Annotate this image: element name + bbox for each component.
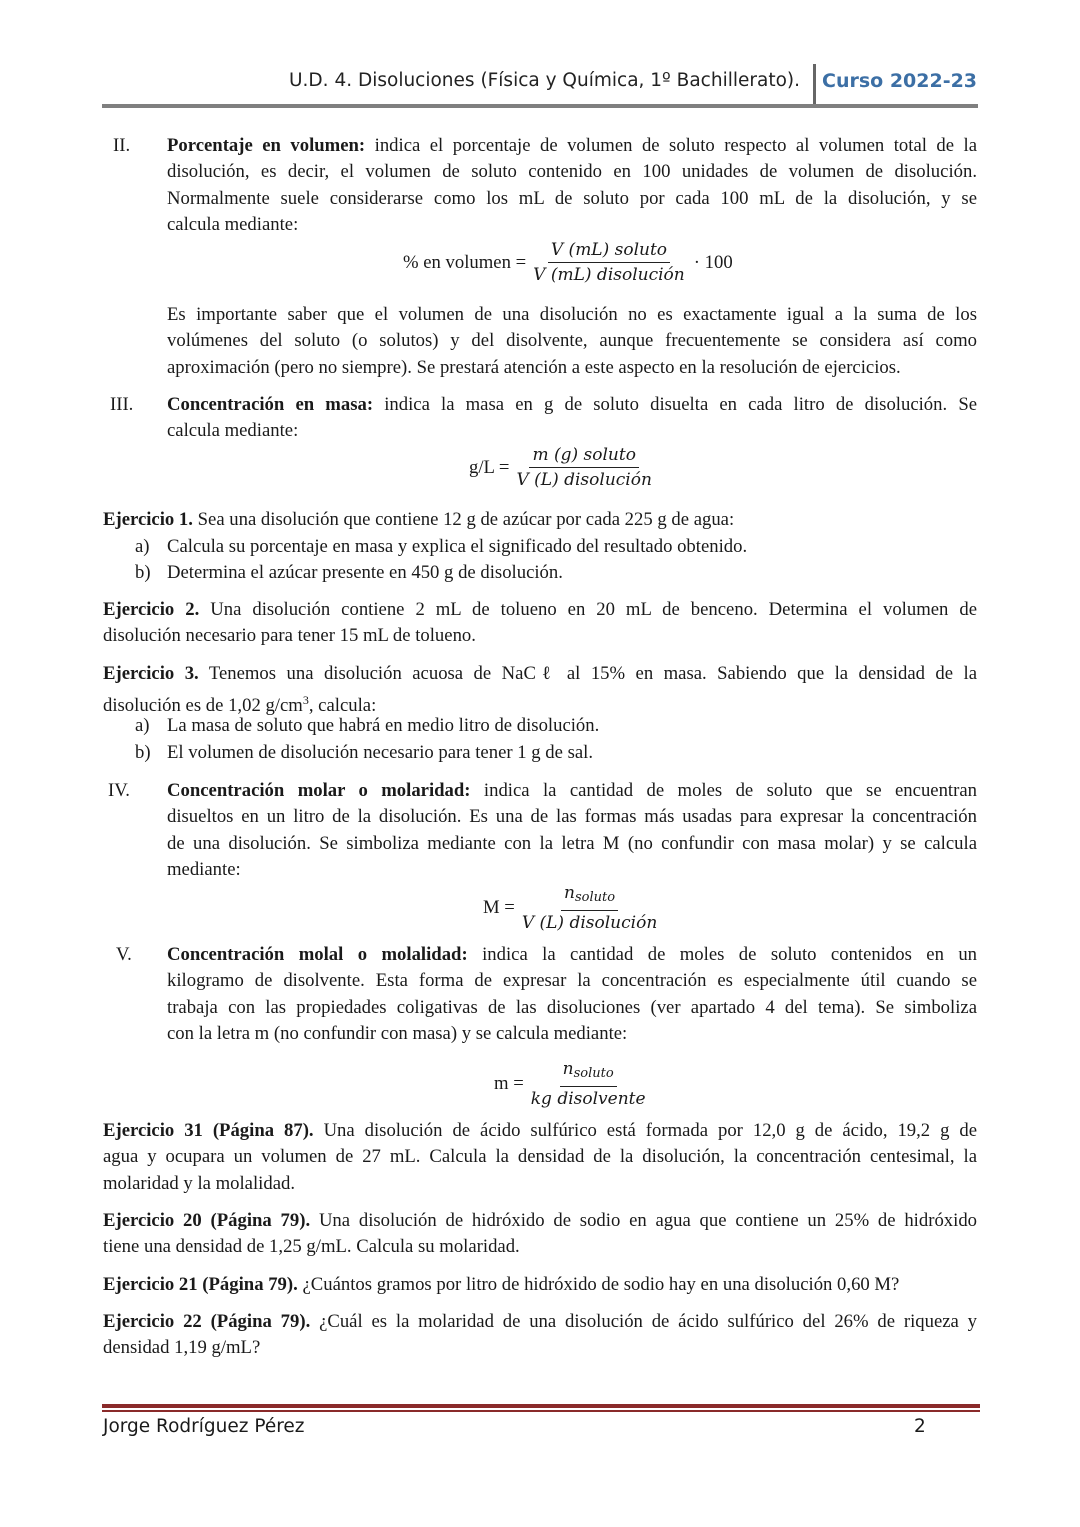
exercise-1: Ejercicio 1. Sea una disolución que contiene 12 g de azúcar por cada 225 g de agua: [103,509,735,530]
exercise-2-label: Ejercicio 2. [103,599,200,620]
section-iii-number: III. [110,394,134,415]
exercise-1-a-label: a) [135,536,150,557]
exercise-22: Ejercicio 22 (Página 79). ¿Cuál es la molaridad de una disolución de ácido sulfúrico del 26% de riqueza y densidad 1,19 g/mL? [103,1311,978,1359]
section-ii-paragraph: Porcentaje en volumen: indica el porcentaje de volumen de soluto respecto al volumen total de la disolución, es decir, el volumen de soluto contenido en 100 unidades de volumen de disolución. Normalmente suele considerarse como los mL de soluto por cada 100 mL de la disolución, y se calcula mediante: [167,135,977,235]
section-iv-paragraph: Concentración molar o molaridad: indica la cantidad de moles de soluto que se encuentran disueltos en un litro de la disolución. Es una de las formas más usadas para expresar la concentración de una disolución. Se simboliza mediante con la letra M (no confundir con masa molar) y se calcula mediante: [167,780,977,880]
section-v-paragraph: Concentración molal o molalidad: indica la cantidad de moles de soluto contenidos en un kilogramo de disolvente. Esta forma de expresar la concentración es especialmente útil cuando se trabaja con las propiedades coligativas de las disoluciones (ver apartado 4 del tema). Se simboliza con la letra m (no confundir con masa) y se calcula mediante: [167,944,978,1044]
exercise-1-b-label: b) [135,562,151,583]
exercise-2: Ejercicio 2. Una disolución contiene 2 mL de tolueno en 20 mL de benceno. Determina el volumen de disolución necesario para tener 15 mL de tolueno. [103,599,977,647]
footer-page-number: 2 [914,1416,926,1437]
formula-molality: m = $n_{soluto}$ kg disolvente [494,1059,646,1109]
footer-rule-thin [102,1410,980,1412]
section-ii-number: II. [113,135,131,156]
formula-mass-concentration: g/L = m (g) soluto V (L) disolución [469,445,652,490]
exercise-21-label: Ejercicio 21 (Página 79). [103,1274,298,1295]
exercise-3-b-text: El volumen de disolución necesario para tener 1 g de sal. [167,742,594,763]
section-iv-number: IV. [108,780,130,801]
header-title: U.D. 4. Disoluciones (Física y Química, 1º Bachillerato). [289,70,800,91]
exercise-31-label: Ejercicio 31 (Página 87). [103,1120,314,1141]
exercise-1-label: Ejercicio 1. [103,509,193,530]
section-v-number: V. [116,944,132,965]
exercise-3: Ejercicio 3. Tenemos una disolución acuosa de NaCℓ al 15% en masa. Sabiendo que la densidad de la disolución es de 1,02 $g/cm^3$, calcula: [103,663,977,717]
exercise-3-b-label: b) [135,742,151,763]
exercise-3-a-text: La masa de soluto que habrá en medio litro de disolución. [167,715,600,736]
exercise-1-b-text: Determina el azúcar presente en 450 g de disolución. [167,562,563,583]
section-iv-term: Concentración molar o molaridad: [167,780,471,801]
exercise-3-a-label: a) [135,715,150,736]
formula-molarity: M = $n_{soluto}$ V (L) disolución [483,883,658,933]
section-ii-term: Porcentaje en volumen: [167,135,366,156]
section-ii-note: Es importante saber que el volumen de una disolución no es exactamente igual a la suma de los volúmenes del soluto (o solutos) y del disolvente, aunque frecuentemente se considera así como aproximación (pero no siempre). Se prestará atención a este aspecto en la resolución de ejercicios. [167,304,977,378]
exercise-20-label: Ejercicio 20 (Página 79). [103,1210,311,1231]
exercise-20: Ejercicio 20 (Página 79). Una disolución de hidróxido de sodio en agua que contiene un 25% de hidróxido tiene una densidad de 1,25 g/mL. Calcula su molaridad. [103,1210,978,1258]
exercise-22-label: Ejercicio 22 (Página 79). [103,1311,311,1332]
footer-rule-thick [102,1404,980,1408]
exercise-21: Ejercicio 21 (Página 79). ¿Cuántos gramos por litro de hidróxido de sodio hay en una disolución 0,60 M? [103,1274,900,1295]
section-iii-term: Concentración en masa: [167,394,374,415]
section-iii-paragraph: Concentración en masa: indica la masa en g de soluto disuelta en cada litro de disolución. Se calcula mediante: [167,394,978,442]
formula-percent-volume: % en volumen = V (mL) soluto V (mL) disolución · 100 [403,240,733,285]
header-rule [102,104,978,108]
section-v-term: Concentración molal o molalidad: [167,944,468,965]
exercise-31: Ejercicio 31 (Página 87). Una disolución de ácido sulfúrico está formada por 12,0 g de ácido, 19,2 g de agua y ocupara un volumen de 27 mL. Calcula la densidad de la disolución, la concentración centesimal, la molaridad y la molalidad. [103,1120,978,1194]
exercise-1-a-text: Calcula su porcentaje en masa y explica el significado del resultado obtenido. [167,536,748,557]
footer-author: Jorge Rodríguez Pérez [103,1416,305,1437]
header-separator [813,64,816,108]
header-course: Curso 2022-23 [822,70,978,92]
exercise-3-label: Ejercicio 3. [103,663,199,684]
